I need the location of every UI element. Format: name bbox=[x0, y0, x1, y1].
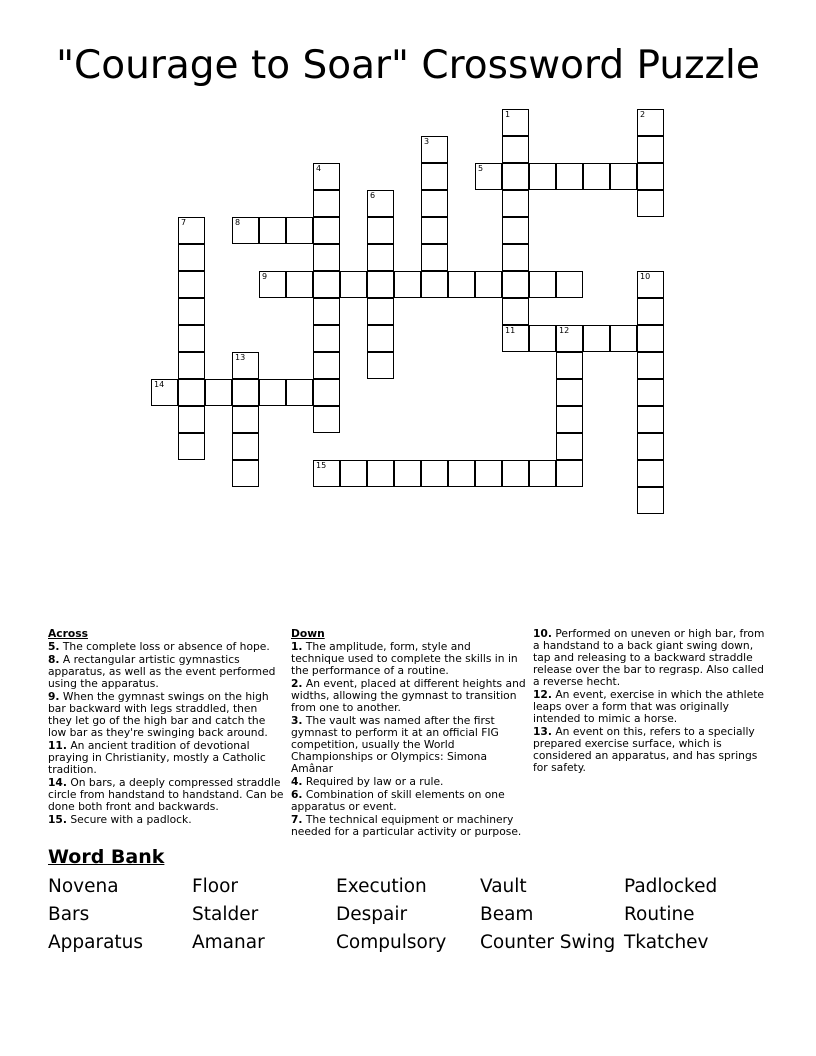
clue-text: When the gymnast swings on the high bar backward with legs straddled, then they let go of the high bar and catch the low bar as they're swinging back around. bbox=[48, 690, 269, 739]
grid-cell[interactable] bbox=[502, 298, 529, 325]
grid-cell[interactable] bbox=[313, 217, 340, 244]
clue-text: The vault was named after the first gymnast to perform it at an official FIG competition, usually the World Championships or Olympics: Simona Amânar bbox=[291, 714, 499, 775]
grid-cell[interactable] bbox=[421, 217, 448, 244]
word-bank-item: Despair bbox=[336, 904, 408, 925]
grid-cell[interactable] bbox=[394, 460, 421, 487]
clue-item bbox=[291, 789, 527, 813]
grid-cell[interactable] bbox=[340, 271, 367, 298]
clue-number: 13 bbox=[235, 353, 246, 362]
clue-number: 4 bbox=[316, 164, 322, 173]
grid-cell[interactable] bbox=[313, 163, 340, 190]
grid-cell[interactable] bbox=[529, 271, 556, 298]
grid-cell[interactable] bbox=[286, 271, 313, 298]
clue-text: Required by law or a rule. bbox=[305, 775, 444, 788]
grid-cell[interactable] bbox=[502, 271, 529, 298]
clue-text: On bars, a deeply compressed straddle circle from handstand to handstand. Can be done both front and backwards. bbox=[48, 776, 284, 813]
grid-cell[interactable] bbox=[475, 460, 502, 487]
grid-cell[interactable] bbox=[232, 406, 259, 433]
down-clue-list-continued bbox=[533, 628, 767, 774]
down-heading: Down bbox=[291, 627, 325, 640]
grid-cell[interactable] bbox=[232, 217, 259, 244]
grid-cell[interactable] bbox=[313, 271, 340, 298]
clue-text: An event, exercise in which the athlete leaps over a form that was originally intended to mimic a horse. bbox=[533, 688, 764, 725]
grid-cell[interactable] bbox=[313, 352, 340, 379]
clue-number: 1 bbox=[505, 110, 511, 119]
grid-cell[interactable] bbox=[556, 406, 583, 433]
word-bank-item: Vault bbox=[480, 876, 527, 897]
down-clues bbox=[291, 628, 527, 839]
clue-item bbox=[48, 740, 284, 776]
grid-cell[interactable] bbox=[502, 217, 529, 244]
clue-number-label: 15. bbox=[48, 813, 67, 826]
grid-cell[interactable] bbox=[556, 325, 583, 352]
clue-text: Performed on uneven or high bar, from a handstand to a back giant swing down, tap and releasing to a backward straddle release over the bar to regrasp. Also called a reverse hecht. bbox=[533, 627, 765, 688]
clue-number: 14 bbox=[154, 380, 165, 389]
grid-cell[interactable] bbox=[583, 163, 610, 190]
clue-item bbox=[48, 654, 284, 690]
grid-cell[interactable] bbox=[637, 406, 664, 433]
clue-number-label: 12. bbox=[533, 688, 552, 701]
grid-cell[interactable] bbox=[178, 379, 205, 406]
grid-cell[interactable] bbox=[637, 271, 664, 298]
grid-cell[interactable] bbox=[313, 298, 340, 325]
grid-cell[interactable] bbox=[421, 244, 448, 271]
grid-cell[interactable] bbox=[178, 271, 205, 298]
grid-cell[interactable] bbox=[313, 379, 340, 406]
grid-cell[interactable] bbox=[151, 379, 178, 406]
clue-item bbox=[291, 641, 527, 677]
grid-cell[interactable] bbox=[367, 190, 394, 217]
grid-cell[interactable] bbox=[232, 352, 259, 379]
grid-cell[interactable] bbox=[367, 460, 394, 487]
word-bank-item: Stalder bbox=[192, 904, 259, 925]
clue-text: The complete loss or absence of hope. bbox=[62, 640, 270, 653]
grid-cell[interactable] bbox=[637, 163, 664, 190]
grid-cell[interactable] bbox=[232, 460, 259, 487]
clue-number: 3 bbox=[424, 137, 430, 146]
word-bank-item: Beam bbox=[480, 904, 534, 925]
grid-cell[interactable] bbox=[259, 271, 286, 298]
clue-number-label: 8. bbox=[48, 653, 60, 666]
word-bank-item: Tkatchev bbox=[624, 932, 709, 953]
grid-cell[interactable] bbox=[637, 352, 664, 379]
word-bank-item: Counter Swing bbox=[480, 932, 616, 953]
grid-cell[interactable] bbox=[178, 352, 205, 379]
grid-cell[interactable] bbox=[610, 325, 637, 352]
clue-number: 6 bbox=[370, 191, 376, 200]
clue-text: An event on this, refers to a specially prepared exercise surface, which is considered an apparatus, and has springs for safety. bbox=[533, 725, 758, 774]
clue-item bbox=[533, 628, 767, 688]
grid-cell[interactable] bbox=[502, 163, 529, 190]
clue-item bbox=[291, 678, 527, 714]
grid-cell[interactable] bbox=[637, 136, 664, 163]
grid-cell[interactable] bbox=[556, 460, 583, 487]
clue-item bbox=[48, 641, 284, 653]
grid-cell[interactable] bbox=[367, 325, 394, 352]
grid-cell[interactable] bbox=[286, 379, 313, 406]
grid-cell[interactable] bbox=[448, 271, 475, 298]
word-bank-item: Execution bbox=[336, 876, 427, 897]
clue-number-label: 7. bbox=[291, 813, 303, 826]
grid-cell[interactable] bbox=[502, 109, 529, 136]
clue-number: 10 bbox=[640, 272, 651, 281]
clue-number-label: 14. bbox=[48, 776, 67, 789]
clue-text: Secure with a padlock. bbox=[70, 813, 192, 826]
grid-cell[interactable] bbox=[421, 163, 448, 190]
word-bank-item: Novena bbox=[48, 876, 119, 897]
grid-cell[interactable] bbox=[205, 379, 232, 406]
word-bank-item: Bars bbox=[48, 904, 90, 925]
clue-number: 12 bbox=[559, 326, 570, 335]
grid-cell[interactable] bbox=[502, 325, 529, 352]
grid-cell[interactable] bbox=[421, 460, 448, 487]
clue-text: Combination of skill elements on one apparatus or event. bbox=[291, 788, 505, 813]
clue-number: 9 bbox=[262, 272, 268, 281]
grid-cell[interactable] bbox=[637, 433, 664, 460]
grid-cell[interactable] bbox=[502, 190, 529, 217]
grid-cell[interactable] bbox=[178, 244, 205, 271]
grid-cell[interactable] bbox=[313, 244, 340, 271]
grid-cell[interactable] bbox=[259, 379, 286, 406]
clue-text: The technical equipment or machinery needed for a particular activity or purpose. bbox=[291, 813, 522, 838]
across-clue-list bbox=[48, 641, 284, 826]
clue-number-label: 10. bbox=[533, 627, 552, 640]
grid-cell[interactable] bbox=[178, 406, 205, 433]
grid-cell[interactable] bbox=[367, 352, 394, 379]
clue-item bbox=[291, 715, 527, 775]
grid-cell[interactable] bbox=[637, 298, 664, 325]
clue-number-label: 11. bbox=[48, 739, 67, 752]
grid-cell[interactable] bbox=[529, 163, 556, 190]
grid-cell[interactable] bbox=[637, 379, 664, 406]
grid-cell[interactable] bbox=[421, 190, 448, 217]
grid-cell[interactable] bbox=[556, 163, 583, 190]
clue-number-label: 5. bbox=[48, 640, 60, 653]
clue-item bbox=[533, 726, 767, 774]
word-bank bbox=[48, 873, 768, 957]
clue-number-label: 13. bbox=[533, 725, 552, 738]
clue-item bbox=[48, 691, 284, 739]
grid-cell[interactable] bbox=[313, 190, 340, 217]
grid-cell[interactable] bbox=[232, 433, 259, 460]
clue-item bbox=[533, 689, 767, 725]
grid-cell[interactable] bbox=[313, 406, 340, 433]
down-clue-list bbox=[291, 641, 527, 838]
word-bank-item: Padlocked bbox=[624, 876, 718, 897]
across-heading: Across bbox=[48, 627, 88, 640]
clue-text: The amplitude, form, style and technique used to complete the skills in in the performance of a routine. bbox=[291, 640, 518, 677]
grid-cell[interactable] bbox=[610, 163, 637, 190]
grid-cell[interactable] bbox=[556, 433, 583, 460]
page-title: "Courage to Soar" Crossword Puzzle bbox=[56, 43, 760, 88]
grid-cell[interactable] bbox=[637, 190, 664, 217]
grid-cell[interactable] bbox=[421, 136, 448, 163]
word-bank-item: Apparatus bbox=[48, 932, 144, 953]
clue-text: An event, placed at different heights and widths, allowing the gymnast to transition from one to another. bbox=[291, 677, 526, 714]
word-bank-item: Routine bbox=[624, 904, 695, 925]
grid-cell[interactable] bbox=[529, 325, 556, 352]
clue-number-label: 3. bbox=[291, 714, 303, 727]
grid-cell[interactable] bbox=[448, 460, 475, 487]
clue-number: 7 bbox=[181, 218, 187, 227]
grid-cell[interactable] bbox=[502, 244, 529, 271]
word-bank-heading: Word Bank bbox=[48, 846, 165, 868]
grid-cell[interactable] bbox=[232, 379, 259, 406]
grid-cell[interactable] bbox=[637, 460, 664, 487]
grid-cell[interactable] bbox=[178, 325, 205, 352]
clue-item bbox=[48, 777, 284, 813]
grid-cell[interactable] bbox=[367, 271, 394, 298]
grid-cell[interactable] bbox=[367, 298, 394, 325]
grid-cell[interactable] bbox=[637, 109, 664, 136]
clue-number: 5 bbox=[478, 164, 484, 173]
grid-cell[interactable] bbox=[313, 325, 340, 352]
word-bank-item: Floor bbox=[192, 876, 239, 897]
down-clues-continued bbox=[533, 628, 767, 775]
grid-cell[interactable] bbox=[259, 217, 286, 244]
clue-number-label: 2. bbox=[291, 677, 303, 690]
clue-text: An ancient tradition of devotional praying in Christianity, mostly a Catholic tradition. bbox=[48, 739, 266, 776]
clue-text: A rectangular artistic gymnastics apparatus, as well as the event performed using the apparatus. bbox=[48, 653, 276, 690]
word-bank-item: Amanar bbox=[192, 932, 265, 953]
grid-cell[interactable] bbox=[313, 460, 340, 487]
grid-cell[interactable] bbox=[475, 271, 502, 298]
clue-number-label: 6. bbox=[291, 788, 303, 801]
clue-number-label: 1. bbox=[291, 640, 303, 653]
grid-cell[interactable] bbox=[475, 163, 502, 190]
grid-cell[interactable] bbox=[394, 271, 421, 298]
grid-cell[interactable] bbox=[637, 487, 664, 514]
clue-number: 15 bbox=[316, 461, 327, 470]
grid-cell[interactable] bbox=[637, 325, 664, 352]
grid-cell[interactable] bbox=[178, 298, 205, 325]
grid-cell[interactable] bbox=[286, 217, 313, 244]
grid-cell[interactable] bbox=[556, 379, 583, 406]
grid-cell[interactable] bbox=[502, 460, 529, 487]
clue-item bbox=[291, 814, 527, 838]
grid-cell[interactable] bbox=[178, 217, 205, 244]
grid-cell[interactable] bbox=[556, 271, 583, 298]
clue-number: 8 bbox=[235, 218, 241, 227]
grid-cell[interactable] bbox=[556, 352, 583, 379]
grid-cell[interactable] bbox=[367, 244, 394, 271]
grid-cell[interactable] bbox=[367, 217, 394, 244]
word-bank-item: Compulsory bbox=[336, 932, 447, 953]
grid-cell[interactable] bbox=[529, 460, 556, 487]
grid-cell[interactable] bbox=[178, 433, 205, 460]
grid-cell[interactable] bbox=[340, 460, 367, 487]
crossword-grid bbox=[0, 0, 816, 500]
clue-item bbox=[291, 776, 527, 788]
grid-cell[interactable] bbox=[421, 271, 448, 298]
grid-cell[interactable] bbox=[583, 325, 610, 352]
clue-number-label: 4. bbox=[291, 775, 303, 788]
clue-item bbox=[48, 814, 284, 826]
across-clues bbox=[48, 628, 284, 827]
clue-number: 11 bbox=[505, 326, 516, 335]
grid-cell[interactable] bbox=[502, 136, 529, 163]
clue-number-label: 9. bbox=[48, 690, 60, 703]
clue-number: 2 bbox=[640, 110, 646, 119]
